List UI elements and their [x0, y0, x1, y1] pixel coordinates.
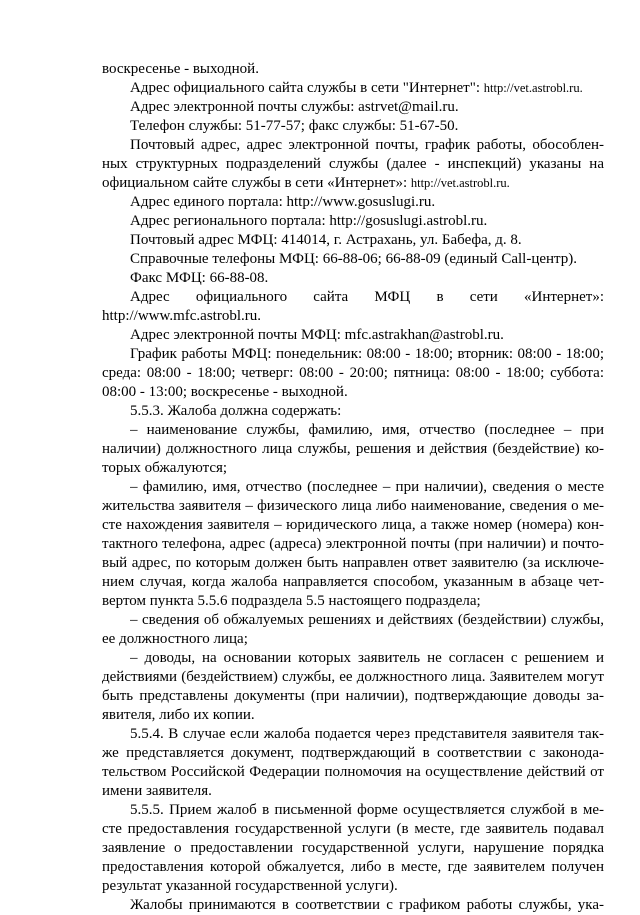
- text-line: ее должностного лица;: [102, 631, 248, 647]
- text-line: 08:00 - 13:00; воскресенье - выходной.: [102, 384, 348, 400]
- text-line: Адрес электронной почты МФЦ: mfc.astrakhan@astrobl.ru.: [130, 327, 504, 343]
- text-line: Телефон службы: 51-77-57; факс службы: 51-67-50.: [130, 118, 459, 134]
- text-line: Адрес официального сайта МФЦ в сети «Интернет»:: [130, 289, 604, 305]
- text-line: 5.5.5. Прием жалоб в письменной форме осуществляется службой в ме-: [130, 802, 604, 818]
- text-line: наличии) должностного лица службы, решения и действия (бездействие) ко-: [102, 441, 604, 457]
- text-line: жительства заявителя – физического лица либо наименование, сведения о ме-: [102, 498, 604, 514]
- text-line: явителя, либо их копии.: [102, 707, 255, 723]
- text-line: действиями (бездействием) службы, ее должностного лица. Заявителем могут: [102, 669, 604, 685]
- text-line: 5.5.3. Жалоба должна содержать:: [130, 403, 342, 419]
- text-line: имени заявителя.: [102, 783, 212, 799]
- text-line: сте нахождения заявителя – юридического лица, а также номер (номера) кон-: [102, 517, 604, 533]
- text-line: Справочные телефоны МФЦ: 66-88-06; 66-88-09 (единый Call-центр).: [130, 251, 578, 267]
- text-line: Почтовый адрес, адрес электронной почты, график работы, обособлен-: [130, 137, 604, 153]
- text-line: торых обжалуются;: [102, 460, 228, 476]
- text-line: Адрес электронной почты службы: astrvet@mail.ru.: [130, 99, 459, 115]
- text-line: предоставления которой обжалуется, либо в месте, где заявителем получен: [102, 859, 604, 875]
- text-line: Почтовый адрес МФЦ: 414014, г. Астрахань, ул. Бабефа, д. 8.: [130, 232, 522, 248]
- text-line: http://www.mfc.astrobl.ru.: [102, 308, 262, 324]
- text-line: вый адрес, по которым должен быть направлен ответ заявителю (за исключе-: [102, 555, 604, 571]
- text-line: Жалобы принимаются в соответствии с графиком работы службы, ука-: [130, 897, 604, 913]
- text-line: быть представлены документы (при наличии), подтверждающие доводы за-: [102, 688, 604, 704]
- text-line: Факс МФЦ: 66-88-08.: [130, 270, 269, 286]
- text-line: среда: 08:00 - 18:00; четверг: 08:00 - 20:00; пятница: 08:00 - 18:00; суббота:: [102, 365, 604, 381]
- text-line: воскресенье - выходной.: [102, 61, 259, 77]
- text-line: тактного телефона, адрес (адреса) электронной почты (при наличии) и почто-: [102, 536, 604, 552]
- text-line: ных структурных подразделений службы (далее - инспекций) указаны на: [102, 156, 604, 172]
- text-line: Адрес регионального портала: http://gosuslugi.astrobl.ru.: [130, 213, 488, 229]
- text-line: официальном сайте службы в сети «Интернет»: http://vet.astrobl.ru.: [102, 175, 510, 191]
- text-line: сте предоставления государственной услуги (в месте, где заявитель подавал: [102, 821, 604, 837]
- text-line: График работы МФЦ: понедельник: 08:00 - 18:00; вторник: 08:00 - 18:00;: [130, 346, 604, 362]
- text-line: – доводы, на основании которых заявитель не согласен с решением и: [130, 650, 604, 666]
- text-line: – фамилию, имя, отчество (последнее – при наличии), сведения о месте: [130, 479, 604, 495]
- text-line: нием случая, когда жалоба направляется способом, указанным в абзаце чет-: [102, 574, 604, 590]
- text-line: тельством Российской Федерации полномочия на осуществление действий от: [102, 764, 604, 780]
- text-line: же представляется документ, подтверждающий в соответствии с законода-: [102, 745, 604, 761]
- text-line: – сведения об обжалуемых решениях и действиях (бездействии) службы,: [130, 612, 604, 628]
- text-line: Адрес единого портала: http://www.gosuslugi.ru.: [130, 194, 436, 210]
- text-line: вертом пункта 5.5.6 подраздела 5.5 настоящего подраздела;: [102, 593, 481, 609]
- text-line: – наименование службы, фамилию, имя, отчество (последнее – при: [130, 422, 604, 438]
- text-line: заявление о предоставлении государственной услуги, нарушение порядка: [102, 840, 604, 856]
- text-line: результат указанной государственной услуги).: [102, 878, 398, 894]
- text-line: 5.5.4. В случае если жалоба подается через представителя заявителя так-: [130, 726, 604, 742]
- text-line: Адрес официального сайта службы в сети "Интернет": http://vet.astrobl.ru.: [130, 80, 583, 96]
